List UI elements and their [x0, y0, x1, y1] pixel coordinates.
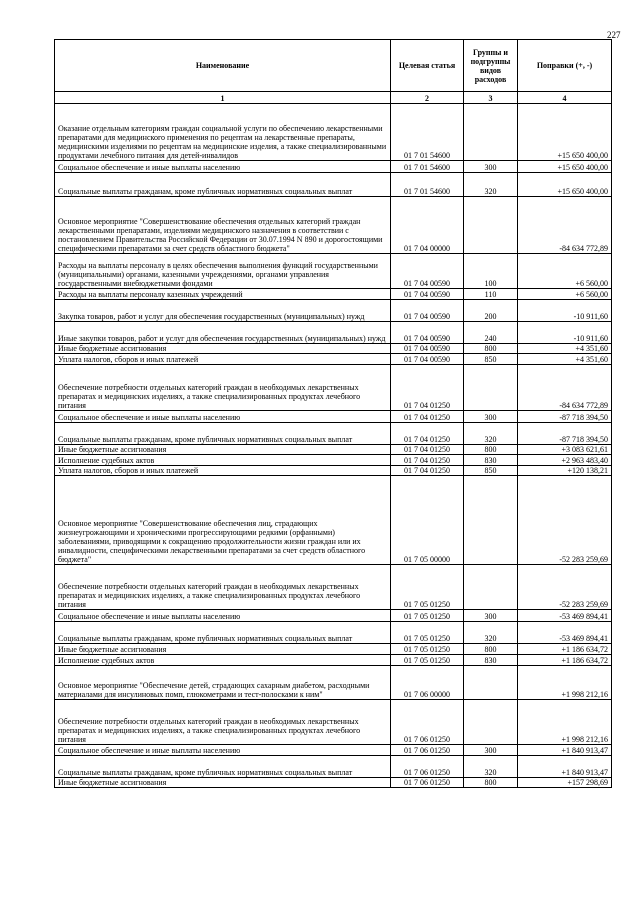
table-row	[55, 466, 612, 476]
row-group	[464, 565, 518, 610]
table-row	[55, 411, 612, 423]
row-group: 300	[464, 745, 518, 756]
row-amount: +15 650 400,00	[518, 173, 612, 197]
row-amount: +120 138,21	[518, 466, 612, 476]
row-code: 01 7 06 01250	[391, 778, 464, 788]
row-code: 01 7 05 01250	[391, 610, 464, 622]
table-row	[55, 289, 612, 300]
row-group: 320	[464, 622, 518, 644]
row-name: Иные бюджетные ассигнования	[55, 644, 391, 655]
row-group: 100	[464, 254, 518, 289]
page-number: 227	[607, 30, 621, 40]
row-code: 01 7 04 01250	[391, 365, 464, 411]
row-group: 110	[464, 289, 518, 300]
row-amount: +15 650 400,00	[518, 104, 612, 161]
row-code: 01 7 01 54600	[391, 104, 464, 161]
row-name: Исполнение судебных актов	[55, 655, 391, 666]
row-amount: +6 560,00	[518, 254, 612, 289]
row-amount: +1 186 634,72	[518, 644, 612, 655]
row-code: 01 7 04 01250	[391, 455, 464, 466]
table-row	[55, 173, 612, 197]
table-row	[55, 622, 612, 644]
row-code: 01 7 04 00590	[391, 354, 464, 365]
table-row	[55, 300, 612, 322]
row-name: Исполнение судебных актов	[55, 455, 391, 466]
header-row	[55, 40, 612, 92]
table-row	[55, 322, 612, 344]
table-row	[55, 666, 612, 700]
row-code: 01 7 06 01250	[391, 700, 464, 745]
table-row	[55, 700, 612, 745]
row-group: 850	[464, 354, 518, 365]
header-target: Целевая статья	[391, 40, 464, 92]
row-name: Расходы на выплаты персоналу в целях обеспечения выполнения функций государственными (муниципальными) органами, казенными учреждениями, органами управления государственными внебюджетными фондами	[55, 254, 391, 289]
row-group	[464, 197, 518, 254]
row-code: 01 7 04 00590	[391, 289, 464, 300]
row-name: Иные бюджетные ассигнования	[55, 445, 391, 455]
row-code: 01 7 01 54600	[391, 161, 464, 173]
row-code: 01 7 04 01250	[391, 445, 464, 455]
row-code: 01 7 04 00000	[391, 197, 464, 254]
row-amount: -52 283 259,69	[518, 476, 612, 565]
row-group: 800	[464, 644, 518, 655]
row-name: Иные закупки товаров, работ и услуг для обеспечения государственных (муниципальных) нужд	[55, 322, 391, 344]
row-name: Основное мероприятие "Совершенствование обеспечения лиц, страдающих жизнеугрожающими и хроническими прогрессирующими редкими (орфанными) заболеваниями, приводящими к сокращению продолжительности жизни граждан или их инвалидности, специфическими лекарственными препаратами за счет средств областного бюджета"	[55, 476, 391, 565]
row-group: 830	[464, 455, 518, 466]
row-amount: -53 469 894,41	[518, 622, 612, 644]
row-name: Основное мероприятие "Обеспечение детей, страдающих сахарным диабетом, расходными материалами для инсулиновых помп, глюкометрами и тест-полосками к ним"	[55, 666, 391, 700]
row-name: Социальное обеспечение и иные выплаты населению	[55, 610, 391, 622]
row-name: Иные бюджетные ассигнования	[55, 344, 391, 354]
row-group: 300	[464, 610, 518, 622]
row-group: 800	[464, 344, 518, 354]
row-amount: +1 998 212,16	[518, 666, 612, 700]
column-number: 3	[464, 92, 518, 104]
row-name: Уплата налогов, сборов и иных платежей	[55, 466, 391, 476]
row-amount: +2 963 483,40	[518, 455, 612, 466]
row-name: Социальное обеспечение и иные выплаты населению	[55, 411, 391, 423]
row-code: 01 7 01 54600	[391, 173, 464, 197]
row-amount: -84 634 772,89	[518, 365, 612, 411]
row-name: Обеспечение потребности отдельных категорий граждан в необходимых лекарственных препаратах и медицинских изделиях, а также специализированных продуктах лечебного питания	[55, 700, 391, 745]
row-code: 01 7 04 01250	[391, 466, 464, 476]
row-name: Закупка товаров, работ и услуг для обеспечения государственных (муниципальных) нужд	[55, 300, 391, 322]
row-name: Иные бюджетные ассигнования	[55, 778, 391, 788]
row-code: 01 7 05 00000	[391, 476, 464, 565]
row-code: 01 7 06 01250	[391, 745, 464, 756]
row-code: 01 7 05 01250	[391, 565, 464, 610]
row-amount: +4 351,60	[518, 344, 612, 354]
row-amount: -87 718 394,50	[518, 411, 612, 423]
row-name: Уплата налогов, сборов и иных платежей	[55, 354, 391, 365]
column-number-row	[55, 92, 612, 104]
row-amount: -10 911,60	[518, 300, 612, 322]
row-group: 240	[464, 322, 518, 344]
row-amount: -10 911,60	[518, 322, 612, 344]
header-groups: Группы и подгруппы видов расходов	[464, 40, 518, 92]
row-name: Оказание отдельным категориям граждан социальной услуги по обеспечению лекарственными препаратами для медицинского применения по рецептам на лекарственные препараты, медицинскими изделиями по рецептам на медицинские изделия, а также специализированными продуктами лечебного питания для детей-инвалидов	[55, 104, 391, 161]
row-amount: +157 298,69	[518, 778, 612, 788]
table-row	[55, 745, 612, 756]
row-group: 830	[464, 655, 518, 666]
table-row	[55, 423, 612, 445]
row-code: 01 7 06 01250	[391, 756, 464, 778]
row-amount: +6 560,00	[518, 289, 612, 300]
table-row	[55, 161, 612, 173]
table-row	[55, 197, 612, 254]
row-group: 800	[464, 445, 518, 455]
row-amount: +1 840 913,47	[518, 745, 612, 756]
row-name: Социальное обеспечение и иные выплаты населению	[55, 161, 391, 173]
row-group: 850	[464, 466, 518, 476]
row-name: Социальные выплаты гражданам, кроме публичных нормативных социальных выплат	[55, 622, 391, 644]
row-code: 01 7 04 01250	[391, 423, 464, 445]
row-code: 01 7 04 00590	[391, 344, 464, 354]
row-code: 01 7 04 00590	[391, 254, 464, 289]
row-amount: -87 718 394,50	[518, 423, 612, 445]
table-row	[55, 756, 612, 778]
row-name: Социальное обеспечение и иные выплаты населению	[55, 745, 391, 756]
table-row	[55, 455, 612, 466]
row-name: Социальные выплаты гражданам, кроме публичных нормативных социальных выплат	[55, 173, 391, 197]
row-code: 01 7 06 00000	[391, 666, 464, 700]
table-row	[55, 778, 612, 788]
table-row	[55, 610, 612, 622]
table-row	[55, 254, 612, 289]
row-name: Основное мероприятие "Совершенствование обеспечения отдельных категорий граждан лекарственными препаратами, изделиями медицинского назначения в соответствии с постановлением Правительства Российской Федерации от 30.07.1994 N 890 и дорогостоящими специфическими препаратами за счет средств областного бюджета"	[55, 197, 391, 254]
row-amount: +15 650 400,00	[518, 161, 612, 173]
budget-table	[54, 39, 612, 788]
row-amount: +1 840 913,47	[518, 756, 612, 778]
row-code: 01 7 04 00590	[391, 300, 464, 322]
row-code: 01 7 05 01250	[391, 655, 464, 666]
row-code: 01 7 05 01250	[391, 622, 464, 644]
table-row	[55, 354, 612, 365]
row-code: 01 7 05 01250	[391, 644, 464, 655]
header-name: Наименование	[55, 40, 391, 92]
row-group: 300	[464, 161, 518, 173]
row-group: 200	[464, 300, 518, 322]
row-group	[464, 104, 518, 161]
table-row	[55, 565, 612, 610]
row-name: Социальные выплаты гражданам, кроме публичных нормативных социальных выплат	[55, 423, 391, 445]
table-row	[55, 445, 612, 455]
row-group: 320	[464, 756, 518, 778]
row-group	[464, 666, 518, 700]
table-row	[55, 655, 612, 666]
row-group: 320	[464, 173, 518, 197]
row-group	[464, 365, 518, 411]
table-row	[55, 476, 612, 565]
table-row	[55, 365, 612, 411]
table-row	[55, 644, 612, 655]
table-row	[55, 344, 612, 354]
column-number: 4	[518, 92, 612, 104]
row-code: 01 7 04 01250	[391, 411, 464, 423]
row-amount: -84 634 772,89	[518, 197, 612, 254]
column-number: 1	[55, 92, 391, 104]
row-group	[464, 476, 518, 565]
row-code: 01 7 04 00590	[391, 322, 464, 344]
table-body	[55, 104, 612, 788]
row-amount: -52 283 259,69	[518, 565, 612, 610]
row-name: Расходы на выплаты персоналу казенных учреждений	[55, 289, 391, 300]
row-group	[464, 700, 518, 745]
row-group: 300	[464, 411, 518, 423]
row-group: 320	[464, 423, 518, 445]
row-group: 800	[464, 778, 518, 788]
table-row	[55, 104, 612, 161]
column-number: 2	[391, 92, 464, 104]
row-amount: +1 998 212,16	[518, 700, 612, 745]
row-name: Обеспечение потребности отдельных категорий граждан в необходимых лекарственных препаратах и медицинских изделиях, а также специализированных продуктах лечебного питания	[55, 565, 391, 610]
header-amendments: Поправки (+, -)	[518, 40, 612, 92]
row-amount: +4 351,60	[518, 354, 612, 365]
row-amount: +1 186 634,72	[518, 655, 612, 666]
row-name: Социальные выплаты гражданам, кроме публичных нормативных социальных выплат	[55, 756, 391, 778]
row-amount: +3 083 621,61	[518, 445, 612, 455]
row-amount: -53 469 894,41	[518, 610, 612, 622]
row-name: Обеспечение потребности отдельных категорий граждан в необходимых лекарственных препаратах и медицинских изделиях, а также специализированных продуктах лечебного питания	[55, 365, 391, 411]
